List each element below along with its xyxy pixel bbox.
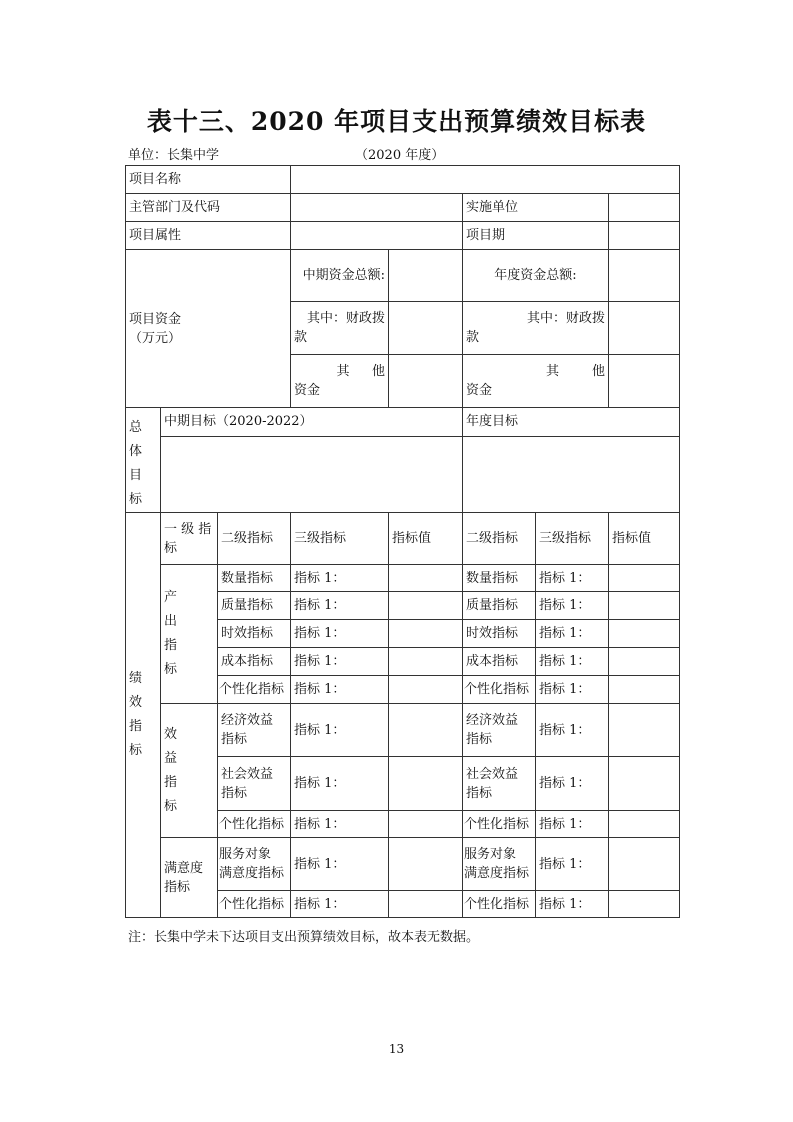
level3-header: 三级指标	[536, 513, 609, 565]
table-row	[126, 166, 680, 194]
year-label: （2020 年度）	[355, 148, 445, 163]
cell-value	[291, 166, 680, 194]
indicator-1: 指标 1：	[536, 592, 609, 620]
economic-b: 指标	[466, 732, 493, 747]
indicator-value	[389, 811, 463, 838]
service-a: 服务对象	[464, 847, 517, 862]
cost-indicator: 成本指标	[218, 648, 291, 676]
performance-target-table	[125, 165, 680, 918]
indicator-value	[389, 676, 463, 704]
indicator-1: 指标 1：	[291, 620, 389, 648]
indicator-1: 指标 1：	[536, 648, 609, 676]
mid-goal-value	[161, 436, 463, 512]
custom-indicator: 个性化指标	[218, 891, 291, 918]
table-row	[126, 704, 680, 757]
service-a: 服务对象	[219, 847, 272, 862]
perf-label	[126, 513, 161, 918]
level1-header	[161, 513, 218, 565]
custom-indicator: 个性化指标	[463, 891, 536, 918]
indicator-value	[609, 838, 680, 891]
indicator-1: 指标 1：	[291, 565, 389, 592]
level2-header: 二级指标	[463, 513, 536, 565]
indicator-value	[609, 704, 680, 757]
indicator-1: 指标 1：	[536, 811, 609, 838]
indicator-value	[609, 620, 680, 648]
cell-value	[291, 222, 463, 250]
fiscal-right-label	[463, 302, 609, 355]
table-row	[126, 408, 680, 437]
perf-char: 绩	[129, 671, 143, 686]
overall-char: 体	[129, 444, 143, 459]
social-a: 社会效益	[466, 766, 519, 782]
indicator-1: 指标 1：	[291, 592, 389, 620]
other-right-a: 其	[546, 364, 560, 379]
social-b: 指标	[221, 785, 248, 801]
output-label	[161, 565, 218, 704]
indicator-1: 指标 1：	[536, 676, 609, 704]
table-row	[126, 513, 680, 565]
benefit-char: 标	[164, 798, 178, 814]
quantity-indicator: 数量指标	[463, 565, 536, 592]
table-row	[126, 838, 680, 891]
output-char: 标	[164, 662, 178, 677]
indicator-value	[389, 704, 463, 757]
fiscal-right-line1: 其中：财政拨	[526, 311, 605, 326]
other-left-label	[291, 355, 389, 408]
cell-value	[389, 302, 463, 355]
other-left-line1	[294, 362, 385, 381]
indicator-1: 指标 1：	[291, 891, 389, 918]
indicator-value	[609, 811, 680, 838]
benefit-label	[161, 704, 218, 838]
table-row	[126, 194, 680, 222]
other-right-line2: 资金	[466, 383, 493, 398]
social-b: 指标	[466, 785, 493, 801]
custom-indicator: 个性化指标	[463, 811, 536, 838]
indicator-1: 指标 1：	[536, 838, 609, 891]
annual-goal-value	[463, 436, 680, 512]
indicator-value	[609, 565, 680, 592]
page-number: 13	[388, 1042, 405, 1056]
satisfaction-label	[161, 838, 218, 918]
custom-indicator: 个性化指标	[218, 811, 291, 838]
service-b: 满意度指标	[464, 866, 530, 881]
indicator-1: 指标 1：	[291, 811, 389, 838]
indicator-1: 指标 1：	[536, 620, 609, 648]
indicator-1: 指标 1：	[291, 704, 389, 757]
economic-indicator	[218, 704, 291, 757]
overall-char: 目	[129, 468, 143, 483]
benefit-char: 指	[164, 774, 178, 790]
table-row	[126, 565, 680, 592]
fiscal-left-line1: 其中：财政拨	[306, 311, 385, 326]
cell-value	[389, 355, 463, 408]
level3-header: 三级指标	[291, 513, 389, 565]
indicator-value	[389, 565, 463, 592]
cell-value	[291, 194, 463, 222]
footnote: 注：长集中学未下达项目支出预算绩效目标，故本表无数据。	[128, 930, 480, 945]
mid-goal-label: 中期目标（2020-2022）	[161, 408, 463, 437]
cell-label: 主管部门及代码	[126, 194, 291, 222]
economic-indicator	[463, 704, 536, 757]
value-header: 指标值	[609, 513, 680, 565]
table-row	[126, 250, 680, 302]
cell-label: 项目属性	[126, 222, 291, 250]
indicator-1: 指标 1：	[291, 648, 389, 676]
indicator-value	[389, 891, 463, 918]
economic-b: 指标	[221, 732, 248, 747]
fiscal-right-line2: 款	[466, 330, 480, 345]
cell-label: 实施单位	[463, 194, 609, 222]
economic-a: 经济效益	[466, 713, 519, 728]
annual-goal-label: 年度目标	[463, 408, 680, 437]
overall-char: 总	[129, 420, 143, 435]
cell-value	[609, 302, 680, 355]
indicator-1: 指标 1：	[536, 565, 609, 592]
page-title: 表十三、2020 年项目支出预算绩效目标表	[146, 107, 647, 136]
indicator-value	[609, 592, 680, 620]
timeliness-indicator: 时效指标	[218, 620, 291, 648]
table-row	[126, 222, 680, 250]
service-indicator	[218, 838, 291, 891]
indicator-value	[389, 838, 463, 891]
social-a: 社会效益	[221, 766, 274, 782]
custom-indicator: 个性化指标	[463, 676, 536, 704]
table-row	[126, 436, 680, 512]
service-indicator	[463, 838, 536, 891]
satisfaction-b: 指标	[164, 879, 191, 895]
mid-total-label: 中期资金总额:	[291, 250, 389, 302]
other-right-label	[463, 355, 609, 408]
quality-indicator: 质量指标	[463, 592, 536, 620]
indicator-value	[389, 620, 463, 648]
indicator-1: 指标 1：	[291, 676, 389, 704]
cell-value	[389, 250, 463, 302]
benefit-char: 益	[164, 750, 178, 766]
value-header: 指标值	[389, 513, 463, 565]
level1-header-b: 标	[164, 540, 178, 556]
indicator-value	[389, 757, 463, 811]
quality-indicator: 质量指标	[218, 592, 291, 620]
other-left-b: 他	[371, 364, 385, 379]
level2-header: 二级指标	[218, 513, 291, 565]
social-indicator	[463, 757, 536, 811]
output-char: 出	[164, 614, 178, 629]
quantity-indicator: 数量指标	[218, 565, 291, 592]
other-left-line2: 资金	[294, 383, 321, 398]
indicator-1: 指标 1：	[536, 757, 609, 811]
indicator-value	[609, 891, 680, 918]
indicator-1: 指标 1：	[536, 891, 609, 918]
indicator-value	[609, 757, 680, 811]
level1-header-a: 一 级 指	[164, 521, 212, 537]
output-char: 指	[164, 638, 178, 653]
cell-label: 项目名称	[126, 166, 291, 194]
perf-char: 效	[129, 695, 143, 710]
indicator-1: 指标 1：	[291, 838, 389, 891]
cell-value	[609, 222, 680, 250]
cell-label: 项目期	[463, 222, 609, 250]
cell-value	[609, 250, 680, 302]
funds-label: 项目资金	[129, 311, 182, 327]
overall-char: 标	[129, 492, 143, 507]
annual-total-label: 年度资金总额:	[463, 250, 609, 302]
perf-char: 指	[129, 719, 143, 734]
fiscal-left-label	[291, 302, 389, 355]
timeliness-indicator: 时效指标	[463, 620, 536, 648]
benefit-char: 效	[164, 726, 178, 742]
cost-indicator: 成本指标	[463, 648, 536, 676]
cell-value	[609, 194, 680, 222]
economic-a: 经济效益	[221, 713, 274, 728]
service-b: 满意度指标	[219, 866, 285, 881]
indicator-1: 指标 1：	[536, 704, 609, 757]
custom-indicator: 个性化指标	[218, 676, 291, 704]
other-right-line1	[466, 362, 605, 381]
satisfaction-a: 满意度	[164, 860, 204, 876]
indicator-value	[389, 648, 463, 676]
other-right-b: 他	[591, 364, 605, 379]
cell-value	[609, 355, 680, 408]
funds-label-cell	[126, 250, 291, 408]
other-left-a: 其	[336, 364, 350, 379]
indicator-value	[609, 676, 680, 704]
indicator-value	[389, 592, 463, 620]
perf-char: 标	[129, 743, 143, 758]
unit-label: 单位：长集中学	[128, 148, 220, 163]
indicator-1: 指标 1：	[291, 757, 389, 811]
social-indicator	[218, 757, 291, 811]
funds-unit: （万元）	[129, 330, 182, 346]
fiscal-left-line2: 款	[294, 330, 308, 345]
overall-goal-label	[126, 408, 161, 513]
indicator-value	[609, 648, 680, 676]
output-char: 产	[164, 590, 178, 605]
